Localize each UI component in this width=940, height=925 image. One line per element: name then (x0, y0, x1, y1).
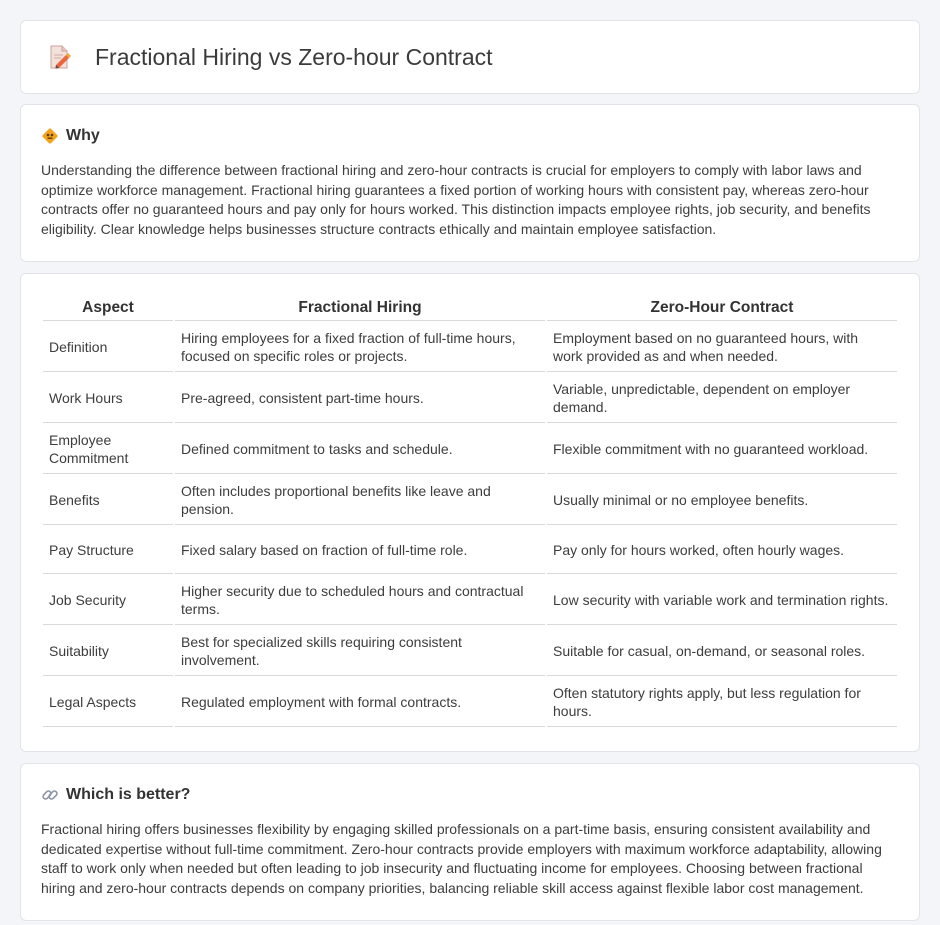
cell-zero-hour: Often statutory rights apply, but less regulation for hours. (547, 678, 897, 727)
cell-fractional: Best for specialized skills requiring consistent involvement. (175, 627, 545, 676)
better-header (41, 786, 899, 804)
cell-zero-hour: Variable, unpredictable, dependent on employer demand. (547, 374, 897, 423)
cell-zero-hour: Suitable for casual, on-demand, or seasonal roles. (547, 627, 897, 676)
title-card (20, 20, 920, 94)
cell-aspect: Pay Structure (43, 527, 173, 574)
table-row (43, 576, 897, 625)
page-title: Fractional Hiring vs Zero-hour Contract (95, 43, 493, 70)
cell-fractional: Fixed salary based on fraction of full-time role. (175, 527, 545, 574)
table-row (43, 476, 897, 525)
cell-fractional: Regulated employment with formal contracts. (175, 678, 545, 727)
comparison-table-card (20, 273, 920, 752)
cell-fractional: Pre-agreed, consistent part-time hours. (175, 374, 545, 423)
better-text: Fractional hiring offers businesses flexibility by engaging skilled professionals on a part-time basis, ensuring consistent availability and dedicated expertise without full-time commitment. Zero-hour contracts provide employers with maximum workforce adaptability, allowing staff to work only when needed but often leading to job insecurity and fluctuating income for employees. Choosing between fractional hiring and zero-hour contracts depends on company priorities, balancing reliable skill access against flexible labor cost management. (41, 821, 882, 896)
why-section (20, 104, 920, 262)
which-better-section (20, 763, 920, 921)
cell-aspect: Benefits (43, 476, 173, 525)
cell-fractional: Often includes proportional benefits like leave and pension. (175, 476, 545, 525)
cell-aspect: Work Hours (43, 374, 173, 423)
link-icon (41, 786, 59, 804)
header-zero-hour: Zero-Hour Contract (547, 296, 897, 321)
cell-aspect: Legal Aspects (43, 678, 173, 727)
table-row (43, 374, 897, 423)
better-heading: Which is better? (66, 786, 191, 803)
table-row (43, 678, 897, 727)
cell-zero-hour: Employment based on no guaranteed hours, with work provided as and when needed. (547, 323, 897, 372)
table-row (43, 323, 897, 372)
table-row (43, 527, 897, 574)
cell-aspect: Suitability (43, 627, 173, 676)
cell-fractional: Hiring employees for a fixed fraction of full-time hours, focused on specific roles or projects. (175, 323, 545, 372)
comparison-table (41, 294, 899, 729)
cell-aspect: Employee Commitment (43, 425, 173, 474)
header-fractional: Fractional Hiring (175, 296, 545, 321)
cell-zero-hour: Usually minimal or no employee benefits. (547, 476, 897, 525)
cell-zero-hour: Flexible commitment with no guaranteed workload. (547, 425, 897, 474)
table-row (43, 425, 897, 474)
cell-zero-hour: Pay only for hours worked, often hourly wages. (547, 527, 897, 574)
cell-aspect: Job Security (43, 576, 173, 625)
diamond-sign-icon (41, 127, 59, 145)
why-header (41, 127, 899, 145)
table-row (43, 627, 897, 676)
cell-fractional: Higher security due to scheduled hours and contractual terms. (175, 576, 545, 625)
cell-aspect: Definition (43, 323, 173, 372)
header-aspect: Aspect (43, 296, 173, 321)
document-pencil-icon (45, 43, 73, 71)
why-text: Understanding the difference between fractional hiring and zero-hour contracts is crucial for employers to comply with labor laws and optimize workforce management. Fractional hiring guarantees a fixed portion of working hours with consistent pay, whereas zero-hour contracts offer no guaranteed hours and pay only for hours worked. This distinction impacts employee rights, job security, and benefits eligibility. Clear knowledge helps businesses structure contracts ethically and maintain employee satisfaction. (41, 162, 871, 237)
cell-fractional: Defined commitment to tasks and schedule. (175, 425, 545, 474)
table-header-row (43, 296, 897, 321)
why-heading: Why (66, 127, 100, 144)
cell-zero-hour: Low security with variable work and termination rights. (547, 576, 897, 625)
